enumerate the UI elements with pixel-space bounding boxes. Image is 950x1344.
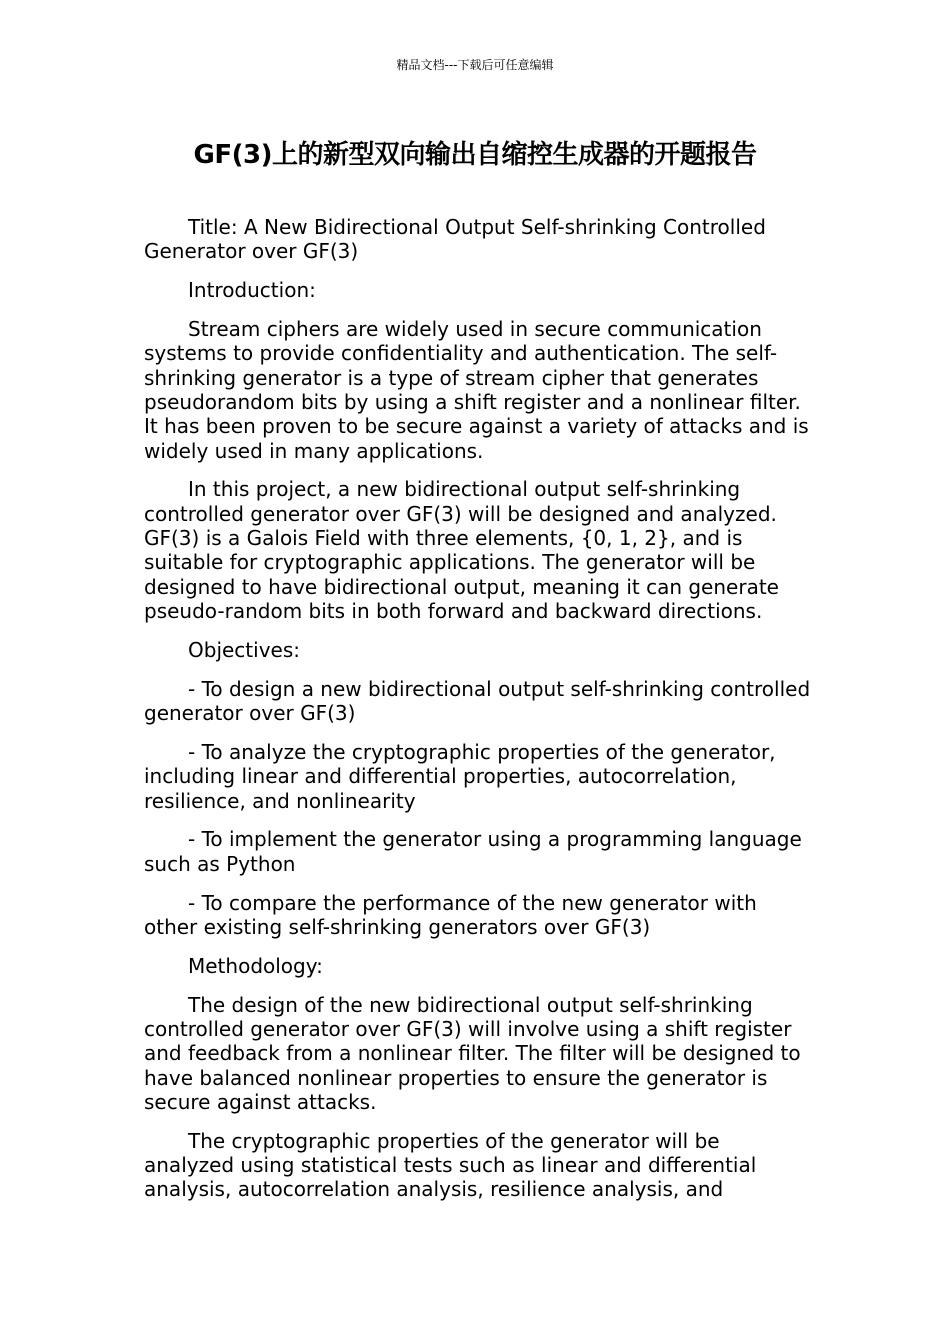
objectives-heading: Objectives: (188, 637, 300, 662)
document-title: GF(3)上的新型双向输出自缩控生成器的开题报告 (193, 140, 757, 170)
objective-item: - To design a new bidirectional output self-shrinking controlled generator over GF(3) (144, 676, 811, 726)
methodology-paragraph: The design of the new bidirectional output self-shrinking controlled generator over GF(3) will involve using a shift register and feedback from a nonlinear filter. The filter will be designed to have balanced nonlinear properties to ensure the generator is secure against attacks. (144, 992, 801, 1114)
introduction-heading: Introduction: (188, 278, 316, 303)
objective-item: - To implement the generator using a programming language such as Python (144, 827, 802, 876)
methodology-heading: Methodology: (188, 953, 323, 978)
page-header-note: 精品文档---下载后可任意编辑 (396, 58, 554, 72)
objective-item: - To analyze the cryptographic properties of the generator, including linear and differential properties, autocorrelation, resilience, and nonlinearity (144, 739, 776, 813)
title-line-paragraph: Title: A New Bidirectional Output Self-shrinking Controlled Generator over GF(3) (144, 215, 766, 264)
project-paragraph: In this project, a new bidirectional output self-shrinking controlled generator over GF(3) will be designed and analyzed. GF(3) is a Galois Field with three elements, {0, 1, 2}, and is suitable for cryptographic applications. The generator will be designed to have bidirectional output, meaning it can generate pseudo-random bits in both forward and backward directions. (144, 477, 779, 623)
objective-item: - To compare the performance of the new generator with other existing self-shrinking generators over GF(3) (144, 890, 757, 939)
introduction-paragraph: Stream ciphers are widely used in secure communication systems to provide confidentiality and authentication. The self-shrinking generator is a type of stream cipher that generates pseudorandom bits by using a shift register and a nonlinear filter. It has been proven to be secure against a variety of attacks and is widely used in many applications. (144, 317, 809, 463)
document-body (144, 215, 812, 1216)
methodology-paragraph: The cryptographic properties of the generator will be analyzed using statistical tests such as linear and differential analysis, autocorrelation analysis, resilience analysis, and (144, 1128, 757, 1202)
